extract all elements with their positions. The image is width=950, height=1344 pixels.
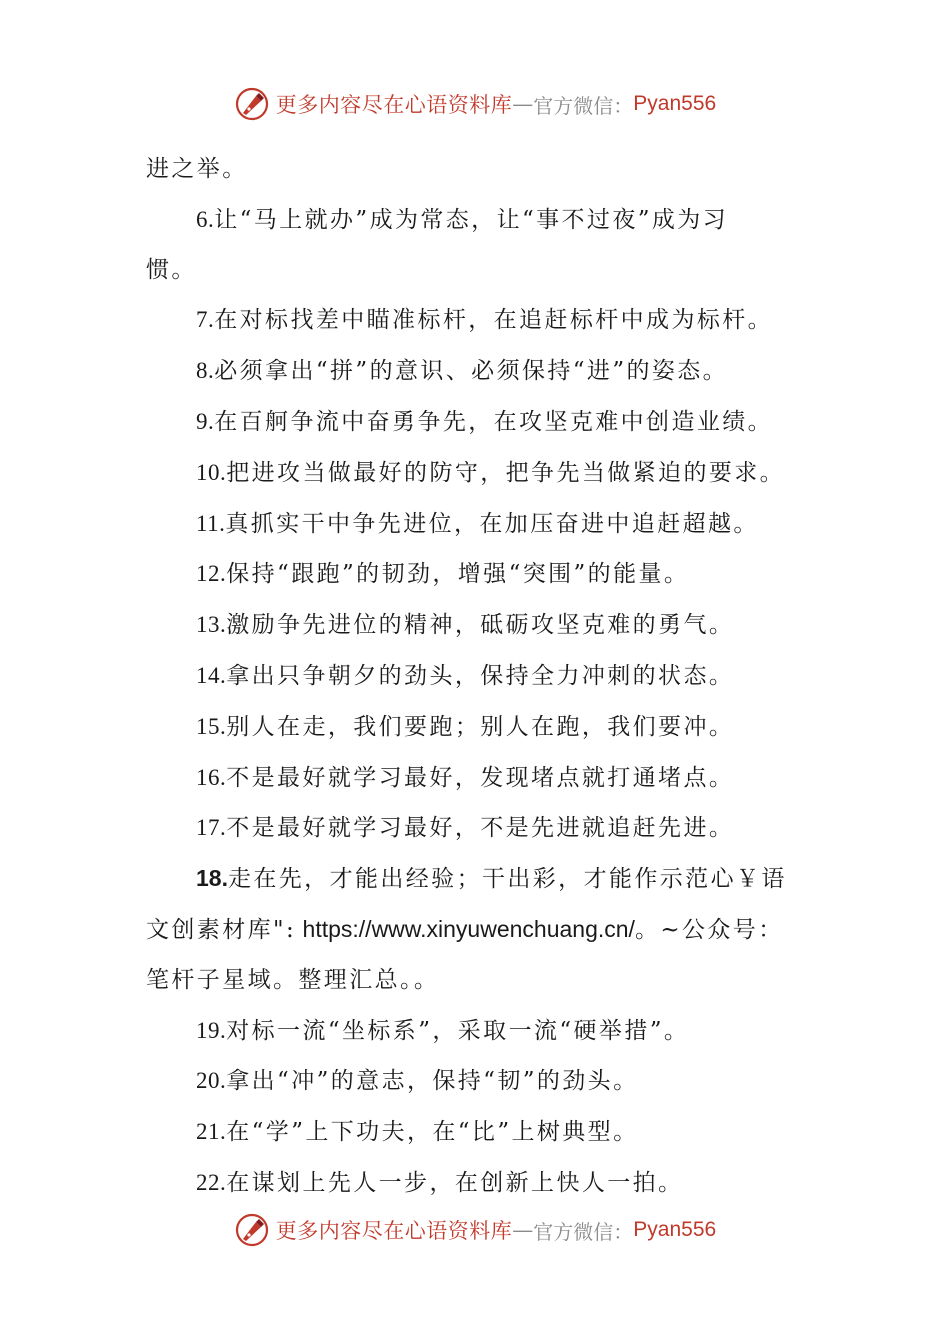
paragraph-13 [146,600,816,651]
item-number: 22. [196,1169,227,1195]
header-banner [0,82,950,126]
document-body [146,145,816,1209]
item-number: 19. [196,1017,227,1043]
footer-separator: — [512,1218,534,1242]
paragraph-text: 文创素材库": [146,916,297,943]
paragraph-text: 在“学”上下功夫，在“比”上树典型。 [226,1119,639,1146]
paragraph-text: 在谋划上先人一步，在创新上快人一拍。 [226,1169,684,1196]
item-number: 16. [196,764,227,790]
paragraph-text: 保持“跟跑”的韧劲，增强“突围”的能量。 [226,561,690,588]
item-number: 20. [196,1068,227,1094]
paragraph-19 [146,1006,816,1057]
website-link[interactable]: https://www.xinyuwenchuang.cn/ [296,915,635,942]
paragraph-text: 真抓实干中争先进位，在加压奋进中追赶超越。 [225,510,759,537]
paragraph-17 [146,803,816,854]
paragraph-18 [146,854,816,905]
paragraph-11 [146,499,816,550]
item-number: 17. [196,815,227,841]
item-number: 11. [196,510,226,536]
header-separator: — [512,92,534,116]
footer-wechat-label: 官方微信： [533,1219,634,1244]
paragraph-text: 把进攻当做最好的防守，把争先当做紧迫的要求。 [226,459,786,486]
paragraph-16 [146,753,816,804]
footer-banner [0,1208,950,1252]
paragraph-8 [146,346,816,397]
footer-wechat-id: Pyan556 [633,1218,717,1241]
paragraph-text: 激励争先进位的精神，砥砺攻坚克难的勇气。 [226,612,735,639]
paragraph-text: 拿出只争朝夕的劲头，保持全力冲刺的状态。 [226,662,735,689]
item-number: 21. [196,1119,227,1145]
paragraph-18-continued [146,905,816,956]
paragraph-text: 不是最好就学习最好，不是先进就追赶先进。 [226,815,735,842]
paragraph-text: 拿出“冲”的意志，保持“韧”的劲头。 [226,1068,639,1095]
paragraph-text: 走在先，才能出经验；干出彩，才能作示范心￥语 [227,866,787,893]
item-number: 9. [196,408,215,434]
item-number: 15. [196,713,227,739]
paragraph-text: 对标一流“坐标系”，采取一流“硬举措”。 [226,1017,690,1044]
item-number: 18. [196,865,228,892]
item-number: 10. [196,459,227,485]
paragraph-text: 笔杆子星域。整理汇总。。 [146,966,440,993]
paragraph-7 [146,295,816,346]
header-wechat-id: Pyan556 [633,92,717,115]
paragraph-14 [146,651,816,702]
pen-nib-logo-icon [234,86,270,122]
footer-text: 更多内容尽在心语资料库 [275,1219,513,1243]
header-wechat-label: 官方微信： [533,93,634,118]
paragraph-15 [146,702,816,753]
item-number: 8. [196,358,215,384]
paragraph-text: 进之举。 [146,156,248,182]
paragraph-10 [146,448,816,499]
paragraph-text: 不是最好就学习最好，发现堵点就打通堵点。 [226,764,735,791]
paragraph-22 [146,1158,816,1209]
paragraph-text: 别人在走，我们要跑；别人在跑，我们要冲。 [226,713,735,740]
item-number: 14. [196,662,227,688]
item-number: 13. [196,612,227,638]
paragraph-12 [146,549,816,600]
paragraph-text: 在百舸争流中奋勇争先，在攻坚克难中创造业绩。 [214,408,774,435]
paragraph-9 [146,397,816,448]
paragraph-5-tail [146,145,816,195]
paragraph-20 [146,1056,816,1107]
paragraph-21 [146,1107,816,1158]
paragraph-18-end [146,956,816,1006]
item-number: 6. [196,206,215,232]
paragraph-text: 。~公众号： [634,916,784,943]
paragraph-6-continued [146,246,816,296]
pen-nib-logo-icon [234,1212,270,1248]
item-number: 7. [196,307,215,333]
header-text: 更多内容尽在心语资料库 [275,93,513,117]
item-number: 12. [196,561,227,587]
paragraph-6 [146,195,816,246]
paragraph-text: 必须拿出“拼”的意识、必须保持“进”的姿态。 [214,358,729,385]
paragraph-text: 让“马上就办”成为常态，让“事不过夜”成为习 [214,206,729,233]
paragraph-text: 惯。 [146,256,197,283]
paragraph-text: 在对标找差中瞄准标杆，在追赶标杆中成为标杆。 [214,307,774,334]
